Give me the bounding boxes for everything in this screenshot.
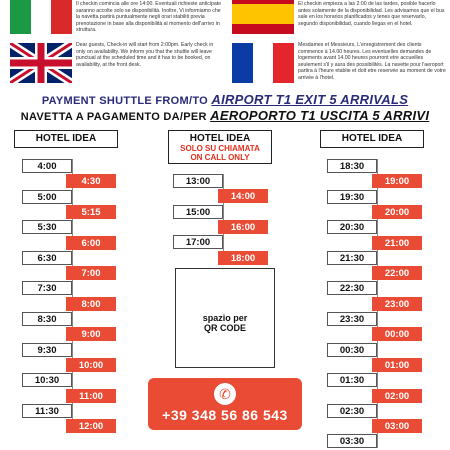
left-departure-time: 7:00 [66, 266, 116, 280]
right-departure-time: 20:00 [372, 205, 422, 219]
heading-english-highlight: AIRPORT T1 EXIT 5 ARRIVALS [211, 92, 409, 107]
middle-departure-time: 17:00 [173, 235, 223, 249]
left-departure-time: 6:30 [22, 251, 72, 265]
left-departure-time: 8:30 [22, 312, 72, 326]
right-departure-time: 00:00 [372, 327, 422, 341]
left-departure-time: 12:00 [66, 419, 116, 433]
left-departure-time: 8:00 [66, 297, 116, 311]
middle-departure-time: 14:00 [218, 189, 268, 203]
right-departure-time: 18:30 [327, 159, 377, 173]
right-departure-time: 21:30 [327, 251, 377, 265]
left-departure-time: 5:30 [22, 220, 72, 234]
right-departure-time: 01:00 [372, 358, 422, 372]
right-departure-time: 21:00 [372, 236, 422, 250]
middle-departure-time: 16:00 [218, 220, 268, 234]
phone-contact-box[interactable] [148, 378, 302, 430]
heading-italian-highlight: AEROPORTO T1 USCITA 5 ARRIVI [210, 108, 430, 123]
spain-flag-icon [232, 0, 294, 34]
heading-italian-prefix: NAVETTA A PAGAMENTO DA/PER [20, 111, 211, 123]
middle-departure-time: 13:00 [173, 174, 223, 188]
right-departure-time: 00:30 [327, 343, 377, 357]
left-departure-time: 7:30 [22, 281, 72, 295]
italy-flag-icon [10, 0, 72, 34]
left-departure-time: 6:00 [66, 236, 116, 250]
heading-italian [0, 108, 450, 123]
note-spanish: El checkin empieza a las 2:00 de las tardes, posible hacerlo antes solamente de la disponibilidad. Les advisamos que el bus sale en los horarios planificados y tenes que reservarlo, segundo disponibilidad, cuando llegas en el hotel. [298, 1, 445, 27]
left-departure-time: 10:30 [22, 373, 72, 387]
right-departure-time: 01:30 [327, 373, 377, 387]
on-call-note-english: ON CALL ONLY [190, 153, 250, 162]
left-departure-time: 10:00 [66, 358, 116, 372]
middle-column-header [168, 130, 272, 164]
heading-english [0, 92, 450, 107]
qr-label-line2: QR CODE [203, 323, 246, 333]
right-departure-time: 02:00 [372, 389, 422, 403]
right-column-header [320, 130, 424, 148]
right-departure-time: 20:30 [327, 220, 377, 234]
left-column-header-text: HOTEL IDEA [35, 133, 97, 144]
on-call-note-italian: SOLO SU CHIAMATA [180, 144, 260, 153]
left-departure-time: 5:00 [22, 190, 72, 204]
note-french: Mesdames et Messieurs, L'enregistrement des clients commence à 14.00 heures. Les eventuelles demandes de logements avant 14.00 heures pourront etre accueilles seulement s'il y aura des possibilitès. La navette pour l'aeroport partira à l'heure etablie et doit etre reservée au moment de votre arrivée à l'hotel. [298, 42, 446, 81]
right-departure-time: 03:00 [372, 419, 422, 433]
left-departure-time: 4:00 [22, 159, 72, 173]
left-column-header [14, 130, 118, 148]
right-departure-time: 22:00 [372, 266, 422, 280]
phone-icon: ✆ [214, 383, 236, 405]
left-departure-time: 5:15 [66, 205, 116, 219]
middle-column-header-text: HOTEL IDEA [189, 133, 251, 144]
middle-departure-time: 18:00 [218, 251, 268, 265]
right-departure-time: 23:00 [372, 297, 422, 311]
qr-label-line1: spazio per [202, 313, 248, 323]
right-departure-time: 19:30 [327, 190, 377, 204]
uk-flag-icon [10, 43, 72, 83]
note-italian: Il checkin comincia alle ore 14:00. Eventuali richieste anticipate saranno accolte solo se disponibilità. Inoltre, Vi informiamo che la navetta partirà puntualmente negli orari stabiliti previa prenotazione in base alla disponibilità al momento dell'arrivo in struttura. [76, 1, 222, 34]
right-column-header-text: HOTEL IDEA [341, 133, 403, 144]
phone-number[interactable]: +39 348 56 86 543 [162, 407, 288, 423]
right-departure-time: 02:30 [327, 404, 377, 418]
left-departure-time: 11:30 [22, 404, 72, 418]
left-departure-time: 9:30 [22, 343, 72, 357]
note-english: Dear guests, Check-in will start from 2:00pm. Early check in only on availability. We inform you that the shuttle will leave punctual at the scheduled time and it has to be booked, on availability, at the front desk. [76, 42, 214, 68]
france-flag-icon [232, 43, 294, 83]
left-departure-time: 11:00 [66, 389, 116, 403]
left-departure-time: 4:30 [66, 174, 116, 188]
right-departure-time: 19:00 [372, 174, 422, 188]
right-departure-time: 23:30 [327, 312, 377, 326]
middle-departure-time: 15:00 [173, 205, 223, 219]
qr-code-placeholder [175, 268, 275, 368]
left-departure-time: 9:00 [66, 327, 116, 341]
right-departure-time: 22:30 [327, 281, 377, 295]
right-departure-time: 03:30 [327, 434, 377, 448]
heading-english-prefix: PAYMENT SHUTTLE FROM/TO [41, 95, 212, 107]
